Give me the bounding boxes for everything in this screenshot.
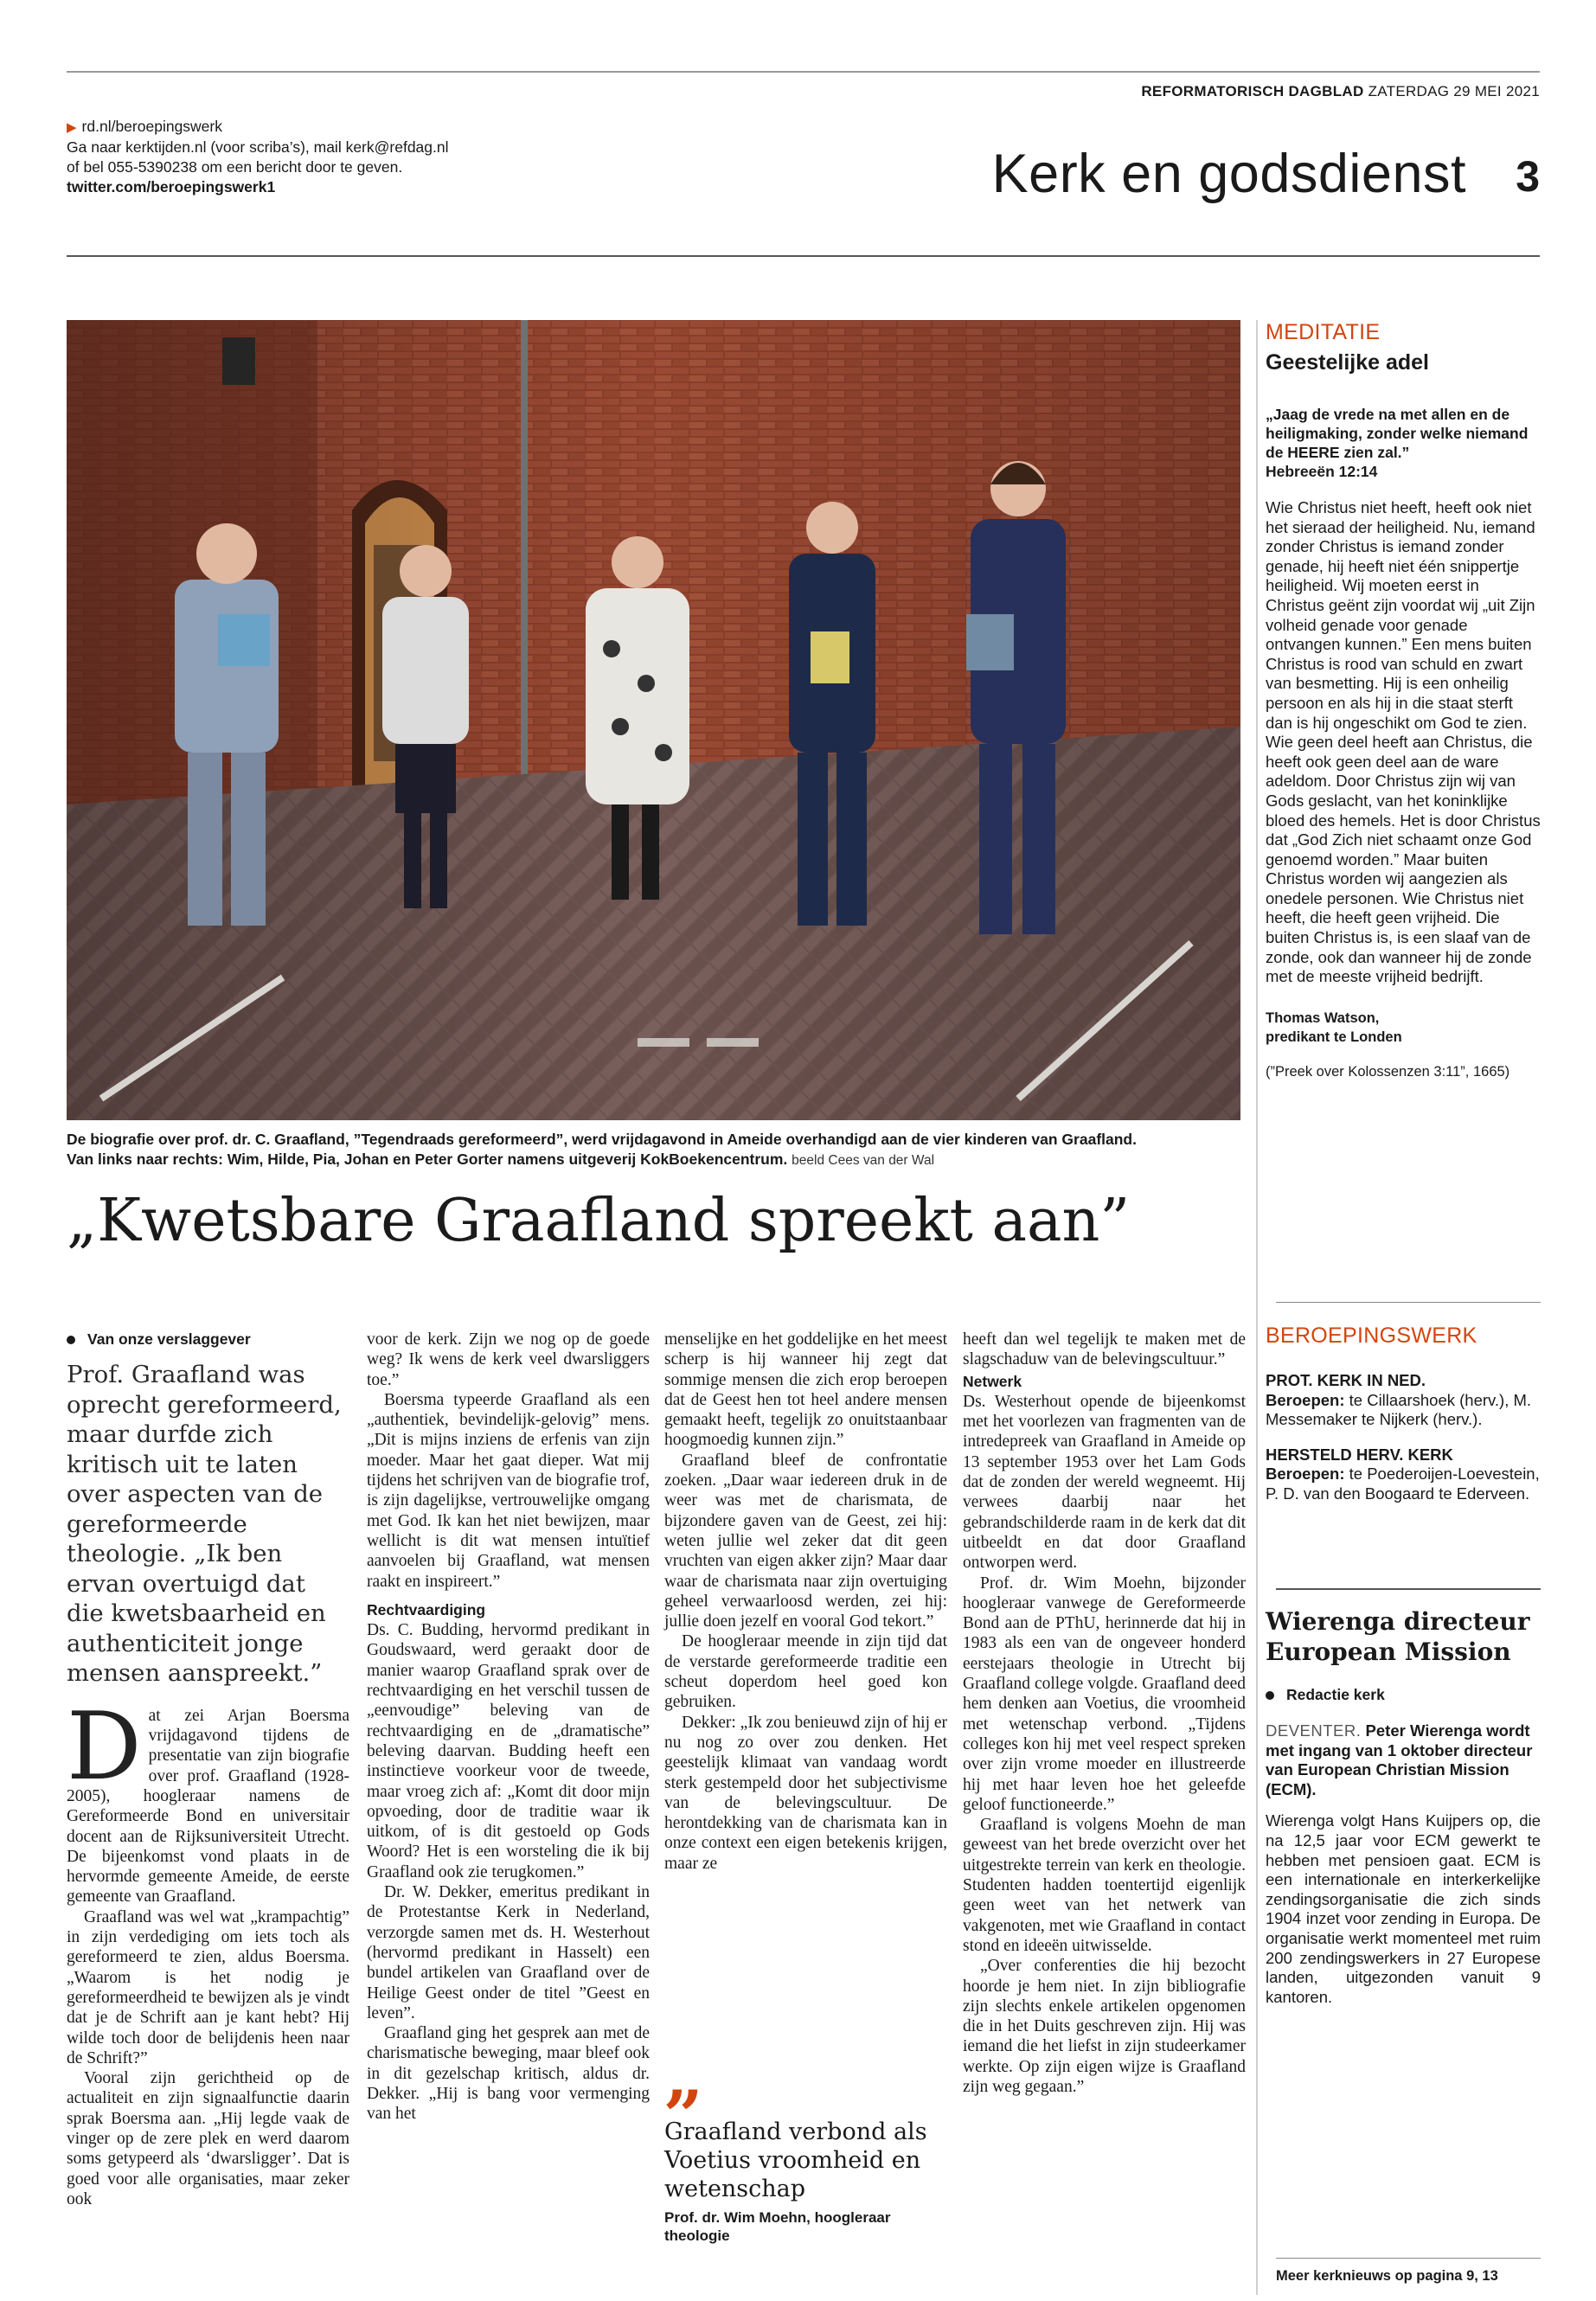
dateline: DEVENTER. (1266, 1721, 1362, 1740)
author-name: Thomas Watson, (1266, 1009, 1380, 1026)
beroepingswerk-label: BEROEPINGSWERK (1266, 1324, 1477, 1348)
author-role: predikant te Londen (1266, 1029, 1402, 1045)
beroepingswerk-box (1266, 1324, 1541, 1504)
church-name: PROT. KERK IN NED. (1266, 1371, 1426, 1389)
quote-text: Graafland verbond als Voetius vroomheid en wetenschap (664, 2118, 927, 2202)
newspaper-name: REFORMATORISCH DAGBLAD (1141, 83, 1364, 99)
rd-link[interactable] (67, 117, 449, 138)
church-section-2 (1266, 1445, 1541, 1504)
contact-line-2: of bel 055-5390238 om een bericht door te geven. (67, 158, 403, 176)
article-paragraph: voor de kerk. Zijn we nog op de goede weg? Ik wens de kerk veel dwarsliggers toe.” (367, 1330, 650, 1389)
contact-block (67, 117, 449, 197)
article-column-3 (664, 1330, 947, 1874)
article-paragraph: Prof. dr. Wim Moehn, bijzonder hoogleraar vanwege de Gereformeerde Bond aan de PThU, herinnerde dat hij in 1983 als een van de ongeveer honderd eerstejaars theologie in Utrecht bij Graafland college volgde. Graafland deed hem denken aan Voetius, die vroomheid met wetenschap verbond. „Tijdens colleges kon hij met veel respect spreken over zijn vrome moeder en illustreerde hij met haar leven hoe het geleefde geloof functioneerde.” (963, 1574, 1246, 1814)
article-paragraph: heeft dan wel tegelijk te maken met de slagschaduw van de belevingscultuur.” (963, 1330, 1246, 1369)
article-paragraph: „Over conferenties die hij bezocht hoorde je hem niet. In zijn bibliografie zijn slechts enkele artikelen opgenomen die in het Duits geschreven zijn. Hij was iemand die het liefst in zijn studeerkamer werkte. Op zijn eigen wijze is Graafland zijn weg gegaan.” (963, 1957, 1246, 2096)
byline-text: Redactie kerk (1286, 1686, 1385, 1703)
issue-date: ZATERDAG 29 MEI 2021 (1368, 83, 1540, 99)
sidebar-rule (1276, 2258, 1541, 2259)
article-paragraph: Ds. Westerhout opende de bijeenkomst met het voorlezen van fragmenten van de intredepreek van Graafland in Ameide op 13 september 1953 over het Lam Gods dat de zonden der wereld wegneemt. Hij verwees daarbij naar het gebrandschilderde raam in de kerk dat dit uitbeeldt en dat door Graafland ontworpen werd. (963, 1392, 1246, 1573)
article-paragraph: Graafland is volgens Moehn de man geweest van het brede overzicht over het uitgestrekte terrein van kerk en theologie. Studenten hadden toentertijd eigenlijk geen weet van het netwerk van vakgenoten, met wie Graafland in contact stond en ideeën uitwisselde. (963, 1816, 1246, 1955)
triangle-icon: ▶ (67, 120, 77, 135)
twitter-link[interactable]: twitter.com/beroepingswerk1 (67, 178, 276, 195)
subheading-netwerk: Netwerk (963, 1372, 1022, 1390)
call-entry (1266, 1391, 1541, 1430)
called-label: Beroepen: (1266, 1465, 1345, 1484)
article-paragraph: Dr. W. Dekker, emeritus predikant in de Protestantse Kerk in Nederland, verzorgde samen met ds. H. Westerhout (hervormd predikant in Hasselt) een bundel artikelen van Graafland over de Heilige Geest onder de titel ”Geest en leven”. (367, 1883, 650, 2022)
article-intro: Prof. Graafland was oprecht gereformeerd, maar durfde zich kritisch uit te laten over aspecten van de gereformeerde theologie. „Ik ben ervan overtuigd dat die kwetsbaarheid en authenticiteit jonge mensen aanspreekt.” (67, 1361, 342, 1688)
lead-text: Peter Wierenga wordt met ingang van 1 oktober directeur van European Christian Mission (ECM). (1266, 1721, 1533, 1798)
meditatie-author (1266, 1009, 1541, 1047)
article-headline: „Kwetsbare Graafland spreekt aan” (67, 1187, 1131, 1255)
caption-line-1: De biografie over prof. dr. C. Graafland, ”Tegendraads gereformeerd”, werd vrijdagavond in Ameide overhandigd aan de vier kinderen van Graafland. (67, 1131, 1137, 1148)
article-paragraph: Graafland ging het gesprek aan met de charismatische beweging, maar bleef ook in dit gezelschap kritisch, aldus dr. Dekker. „Hij is bang voor vermenging van het (367, 2024, 650, 2124)
meditatie-label: MEDITATIE (1266, 320, 1381, 344)
contact-line-1: Ga naar kerktijden.nl (voor scriba’s), mail kerk@refdag.nl (67, 138, 449, 156)
call-entry (1266, 1465, 1541, 1503)
article-paragraph: Dekker: „Ik zou benieuwd zijn of hij er nu nog zo over zou denken. Het geestelijk klimaat van vandaag wordt sterk gestempeld door het subjectivisme van de belevingscultuur. De herontdekking van de charismata kan in onze context een eigen betekenis krijgen, maar ze (664, 1713, 948, 1873)
called-label: Beroepen: (1266, 1390, 1345, 1409)
called-text: te Cillaarshoek (herv.), M. Messemaker te Nijkerk (herv.). (1266, 1390, 1532, 1429)
byline-text: Van onze verslaggever (87, 1330, 251, 1348)
wierenga-lead (1266, 1721, 1541, 1799)
wierenga-byline (1266, 1686, 1541, 1704)
caption-names: Van links naar rechts: Wim, Hilde, Pia, Johan en Peter Gorter namens uitgeverij KokBoekencentrum. (67, 1150, 788, 1168)
rd-link-text: rd.nl/beroepingswerk (81, 118, 222, 135)
verse-text: „Jaag de vrede na met allen en de heiligmaking, zonder welke niemand de HEERE zien zal.” (1266, 406, 1529, 461)
meditatie-box (1266, 320, 1541, 1081)
article-paragraph: Vooral zijn gerichtheid op de actualiteit en zijn signaalfunctie daarin sprak Boersma aan. „Hij legde vaak de vinger op de zere plek en werd daarom soms getypeerd als ‘dwarsligger’. Dat is goed voor alle organisaties, maar zeker ook (67, 2069, 349, 2208)
meditatie-body: Wie Christus niet heeft, heeft ook niet het sieraad der heiligheid. Nu, iemand zonder Christus is iemand zonder genade, hij heeft niet één snippertje heiligheid. Wij moeten eerst in Christus geënt zijn voordat wij „uit Zijn volheid genade voor genade ontvangen kunnen.” Een mens buiten Christus is rood van schuld en zwart van besmetting. Hij is een onheilig persoon en als hij in die staat sterft dan is hij ongeschikt om God te zien. Wie geen deel heeft aan Christus, die heeft ook geen deel aan de ware adeldom. Door Christus zijn wij van Gods geslacht, van het koninklijke bloed des hemels. Het is door Christus dat „God Zich niet schaamt onze God genoemd worden.” Maar buiten Christus worden wij aangezien als onedele personen. Wie Christus niet heeft, die heeft geen vrijheid. Die buiten Christus is, is een slaaf van de zonde, ook dan wanneer hij de zonde met de meeste vrijheid bedrijft. (1266, 498, 1541, 986)
article-photo (67, 320, 1240, 1120)
header-rule (67, 255, 1540, 257)
church-section-1 (1266, 1371, 1541, 1430)
church-name: HERSTELD HERV. KERK (1266, 1445, 1453, 1464)
article-paragraph: Graafland bleef de confrontatie zoeken. „Daar waar iedereen druk in de weer was met de charismata, de bijzondere gaven van de Geest, zei hij: weten jullie wel zeker dat dit geen vruchten van eigen akker zijn? Maar daar waar de charismata naar zijn overtuiging geheel verwaarloosd werden, zei hij: jullie doen jezelf en vooral God tekort.” (664, 1451, 947, 1631)
masthead (1141, 83, 1540, 100)
caption-line-2 (67, 1150, 1243, 1170)
bullet-icon (1266, 1691, 1274, 1700)
sidebar-divider (1256, 320, 1258, 2295)
drop-cap: D (67, 1692, 142, 1801)
wierenga-body: Wierenga volgt Hans Kuijpers op, die na 12,5 jaar voor ECM gewerkt te hebben met pensioen gaat. ECM is een internationale en interkerkelijke zendingsorganisatie die zich sinds 1904 inzet voor zending in Europa. De organisatie werkt momenteel met ruim 200 zendingswerkers in 27 Europese landen, uitgezonden vanuit 9 kantoren. (1266, 1811, 1541, 2006)
subheading-rechtvaardiging: Rechtvaardiging (367, 1600, 486, 1618)
article-column-4 (963, 1330, 1246, 2097)
article-column-2 (367, 1330, 650, 2125)
wierenga-headline: Wierenga directeur European Mission (1266, 1607, 1530, 1666)
paragraph-text: at zei Arjan Boersma vrijdagavond tijdens de presentatie van zijn biografie over prof. Graafland (1928-2005), hoogleraar namens de Gereformeerde Bond en universitair docent aan de Rijksuniversiteit Utrecht. De bijeenkomst vond plaats in de hervormde gemeente Ameide, de eerste gemeente van Graafland. (67, 1706, 349, 1907)
meditatie-title: Geestelijke adel (1266, 350, 1430, 375)
article-paragraph (67, 1692, 349, 1907)
article-paragraph: De hoogleraar meende in zijn tijd dat de verstarde gereformeerde traditie een scheut doperdom heel goed kon gebruiken. (664, 1632, 947, 1712)
meditatie-source: (”Preek over Kolossenzen 3:11”, 1665) (1266, 1063, 1510, 1080)
quote-source: Prof. dr. Wim Moehn, hoogleraar theologie (664, 2209, 891, 2244)
quote-mark-icon: „ (664, 2035, 705, 2117)
top-rule (67, 71, 1540, 73)
page-number: 3 (1516, 152, 1540, 201)
photo-caption (67, 1130, 1243, 1170)
called-text: te Poederoijen-Loevestein, P. D. van den Boogaard te Ederveen. (1266, 1465, 1540, 1503)
sidebar-rule (1276, 1302, 1541, 1303)
article-paragraph: Ds. C. Budding, hervormd predikant in Goudswaard, werd geraakt door de manier waarop Graafland sprak over de rechtvaardiging en het verschil tussen de „eenvoudige” beleving van de rechtvaardiging en de „dramatische” beleving daarvan. Budding heeft een instinctieve voorkeur voor de tweede, maar vroeg zich af: „Komt dit door mijn opvoeding, door de traditie waar ik uitkom, of is dit gestoeld op Gods Woord? Het is een worsteling die ik bij Graafland ook zie terugkomen.” (367, 1621, 650, 1881)
verse-reference: Hebreeën 12:14 (1266, 463, 1378, 480)
more-news-link[interactable]: Meer kerknieuws op pagina 9, 13 (1276, 2268, 1498, 2284)
article-paragraph: Boersma typeerde Graafland als een „authentiek, bevindelijk-gelovig” mens. „Dit is mijns inziens de erfenis van zijn moeder. Maar het gaat dieper. Wat mij tijdens het schrijven van de biografie trof, is zijn dagelijkse, vertrouwelijke omgang met God. Ik kan het niet bewijzen, maar wellicht is dit wat mensen intuïtief aanvoelen bij Graafland, wat mensen raakt en inspireert.” (367, 1390, 650, 1591)
article-paragraph: menselijke en het goddelijke en het meest scherp is hij wanneer hij zegt dat sommige mensen die zich erop beroepen dat de Geest hen tot heel andere mensen gemaakt heeft, tegelijk zo onuitstaanbaar hoogmoedig kunnen zijn.” (664, 1330, 947, 1450)
bullet-icon (67, 1336, 75, 1344)
sidebar-rule (1276, 1588, 1541, 1590)
photo-credit: beeld Cees van der Wal (792, 1153, 935, 1168)
wierenga-article (1266, 1606, 1541, 2007)
section-title: Kerk en godsdienst (991, 144, 1466, 204)
article-byline (67, 1330, 349, 1349)
bible-verse (1266, 405, 1541, 481)
pull-quote (664, 2035, 947, 2245)
photo-illustration (67, 320, 1240, 1120)
article-paragraph: Graafland was wel wat „krampachtig” in zijn verdediging om iets toch als gereformeerd te zien, aldus Boersma. „Waarom is het nodig je gereformeerdheid te bewijzen als je vindt dat je de Schrift aan je kant hebt? Hij wilde toch door de belijdenis heen naar de Schrift?” (67, 1907, 349, 2067)
article-column-1 (67, 1330, 349, 2209)
